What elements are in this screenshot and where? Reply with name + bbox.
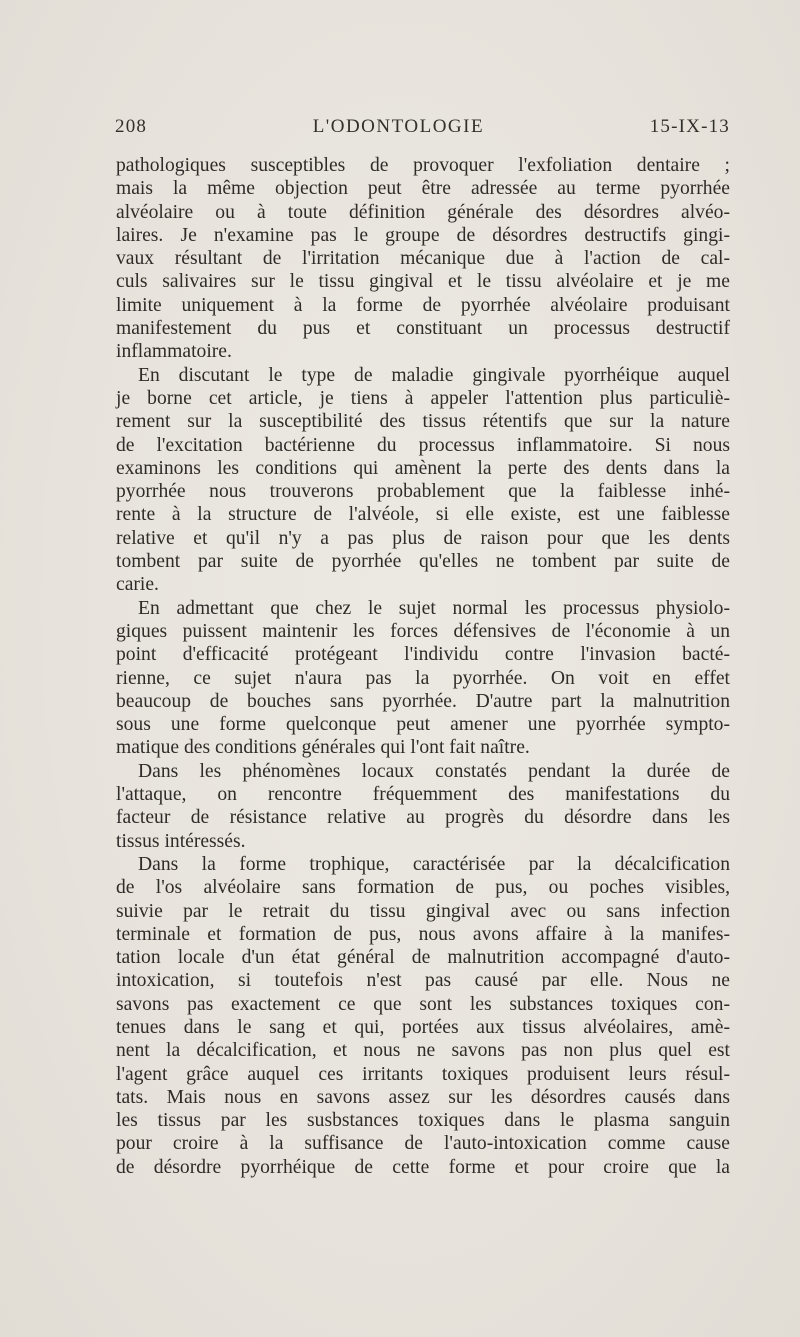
text-line: l'agent grâce auquel ces irritants toxiques produisent leurs résul- [116,1063,730,1085]
text-line: tation locale d'un état général de malnutrition accompagné d'auto- [116,947,730,969]
text-line: je borne cet article, je tiens à appeler l'attention plus particuliè- [116,387,730,409]
text-line: Dans les phénomènes locaux constatés pendant la durée de [138,760,730,782]
text-line: de désordre pyorrhéique de cette forme et pour croire que la [116,1156,730,1178]
text-line: matique des conditions générales qui l'ont fait naître. [116,737,530,759]
text-line: examinons les conditions qui amènent la perte des dents dans la [116,457,730,479]
text-line: de l'os alvéolaire sans formation de pus, ou poches visibles, [116,877,730,899]
text-line: point d'efficacité protégeant l'individu contre l'invasion bacté- [116,644,730,666]
text-line: les tissus par les susbstances toxiques dans le plasma sanguin [116,1110,730,1132]
text-line: carie. [116,574,159,596]
text-line: En admettant que chez le sujet normal les processus physiolo- [138,597,730,619]
text-line: pathologiques susceptibles de provoquer l'exfoliation dentaire ; [116,155,730,176]
text-line: pyorrhée nous trouverons probablement que la faiblesse inhé- [116,481,730,503]
text-line: giques puissent maintenir les forces défensives de l'économie à un [116,620,730,642]
journal-title: L'ODONTOLOGIE [312,116,485,137]
text-line: rienne, ce sujet n'aura pas la pyorrhée. On voit en effet [116,667,730,689]
text-line: culs salivaires sur le tissu gingival et le tissu alvéolaire et je me [116,271,730,293]
text-line: tenues dans le sang et qui, portées aux tissus alvéolaires, amè- [116,1016,730,1038]
issue-date: 15-IX-13 [649,116,730,137]
text-line: rement sur la susceptibilité des tissus rétentifs que sur la nature [116,411,730,433]
body-text [116,154,730,1179]
text-line: nent la décalcification, et nous ne savons pas non plus quel est [116,1040,730,1062]
text-line: alvéolaire ou à toute définition générale des désordres alvéo- [116,201,730,223]
text-line: de l'excitation bactérienne du processus inflammatoire. Si nous [116,434,730,456]
text-line: tombent par suite de pyorrhée qu'elles ne tombent par suite de [116,551,730,573]
text-line: relative et qu'il n'y a pas plus de raison pour que les dents [116,527,730,549]
text-line: vaux résultant de l'irritation mécanique due à l'action de cal- [116,248,730,270]
text-line: mais la même objection peut être adressée au terme pyorrhée [116,178,730,200]
page-number: 208 [115,116,148,137]
text-line: facteur de résistance relative au progrès du désordre dans les [116,807,730,829]
text-line: savons pas exactement ce que sont les substances toxiques con- [116,993,730,1015]
text-line: l'attaque, on rencontre fréquemment des manifestations du [116,784,730,806]
text-line: En discutant le type de maladie gingivale pyorrhéique auquel [138,364,730,386]
text-line: terminale et formation de pus, nous avons affaire à la manifes- [116,923,730,945]
text-line: pour croire à la suffisance de l'auto-intoxication comme cause [116,1133,730,1155]
text-line: laires. Je n'examine pas le groupe de désordres destructifs gingi- [116,224,730,246]
text-line: beaucoup de bouches sans pyorrhée. D'autre part la malnutrition [116,690,730,712]
text-line: manifestement du pus et constituant un processus destructif [116,318,730,340]
text-line: inflammatoire. [116,341,232,363]
text-line: suivie par le retrait du tissu gingival avec ou sans infection [116,900,730,922]
text-line: limite uniquement à la forme de pyorrhée alvéolaire produisant [116,294,730,316]
text-line: Dans la forme trophique, caractérisée par la décalcification [138,853,730,875]
text-line: tats. Mais nous en savons assez sur les désordres causés dans [116,1086,730,1108]
running-header [115,116,730,146]
text-line: intoxication, si toutefois n'est pas causé par elle. Nous ne [116,970,730,992]
text-line: tissus intéressés. [116,830,246,852]
text-line: rente à la structure de l'alvéole, si elle existe, est une faiblesse [116,504,730,526]
text-line: sous une forme quelconque peut amener une pyorrhée sympto- [116,714,730,736]
